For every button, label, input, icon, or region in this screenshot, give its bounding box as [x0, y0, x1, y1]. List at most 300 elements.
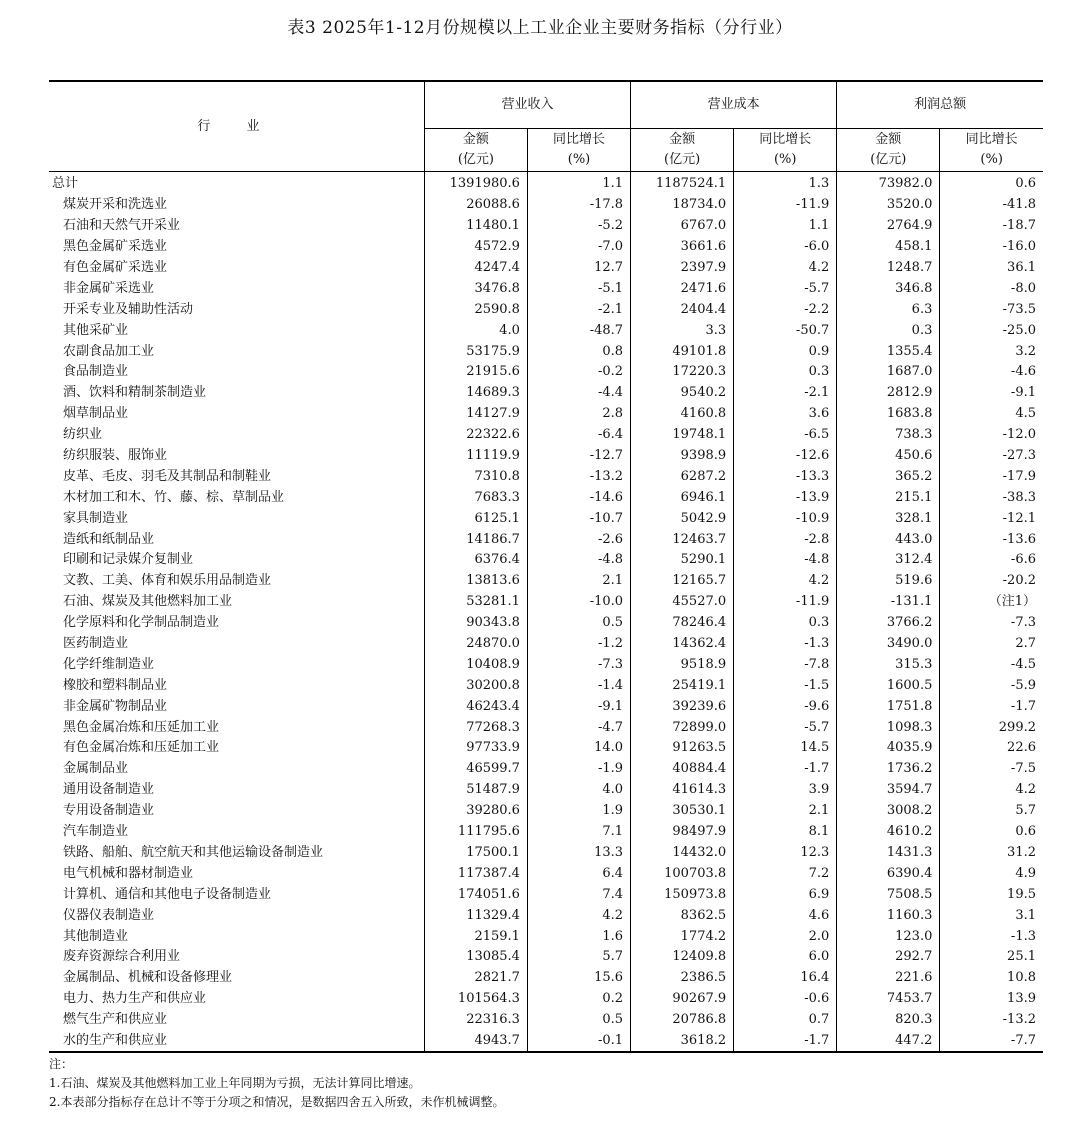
cost-amount-cell: 9540.2 — [631, 383, 734, 404]
revenue-group-header: 营业收入 — [424, 81, 630, 129]
cost-amount-cell: 20786.8 — [631, 1010, 734, 1031]
profit-growth-cell: -16.0 — [940, 237, 1043, 258]
cost-amount-cell: 6287.2 — [631, 466, 734, 487]
cost-growth-cell: 1.1 — [734, 216, 837, 237]
cost-growth-cell: -6.5 — [734, 425, 837, 446]
profit-amount-cell: 1248.7 — [837, 258, 940, 279]
cost-growth-cell: -2.2 — [734, 299, 837, 320]
table-row — [49, 383, 1043, 404]
industry-name-cell: 其他制造业 — [63, 928, 129, 944]
profit-amount-cell: 447.2 — [837, 1031, 940, 1053]
industry-name-cell: 铁路、船舶、航空航天和其他运输设备制造业 — [63, 844, 324, 860]
cost-amount-cell: 41614.3 — [631, 780, 734, 801]
table-row — [49, 571, 1043, 592]
profit-growth-cell: -4.5 — [940, 654, 1043, 675]
cost-growth-cell: 6.9 — [734, 884, 837, 905]
industry-name-cell: 煤炭开采和洗选业 — [63, 197, 168, 213]
cost-growth-cell: -1.5 — [734, 675, 837, 696]
industry-name-cell: 化学原料和化学制品制造业 — [63, 615, 220, 631]
revenue-growth-cell: -5.2 — [527, 216, 630, 237]
revenue-amount-cell: 4943.7 — [424, 1031, 527, 1053]
table-row — [49, 529, 1043, 550]
profit-growth-cell: 0.6 — [940, 172, 1043, 195]
revenue-amount-cell: 51487.9 — [424, 780, 527, 801]
table-row — [49, 592, 1043, 613]
cost-growth-cell: 0.9 — [734, 341, 837, 362]
cost-growth-cell: -4.8 — [734, 550, 837, 571]
cost-amount-cell: 3661.6 — [631, 237, 734, 258]
revenue-amount-cell: 21915.6 — [424, 362, 527, 383]
table-row — [49, 341, 1043, 362]
profit-amount-cell: 443.0 — [837, 529, 940, 550]
industry-name-cell: 家具制造业 — [63, 510, 129, 526]
profit-growth-cell: 4.2 — [940, 780, 1043, 801]
revenue-growth-cell: -12.7 — [527, 446, 630, 467]
cost-amount-cell: 14432.0 — [631, 843, 734, 864]
cost-growth-cell: -1.7 — [734, 759, 837, 780]
profit-growth-cell: 3.2 — [940, 341, 1043, 362]
cost-growth-cell: -5.7 — [734, 278, 837, 299]
table-row — [49, 508, 1043, 529]
cost-growth-cell: -11.9 — [734, 592, 837, 613]
profit-growth-cell: -4.6 — [940, 362, 1043, 383]
industry-name-cell: 橡胶和塑料制品业 — [63, 677, 168, 693]
cost-growth-cell: -7.8 — [734, 654, 837, 675]
profit-growth-cell: 4.5 — [940, 404, 1043, 425]
revenue-amount-cell: 46243.4 — [424, 696, 527, 717]
profit-amount-cell: 292.7 — [837, 947, 940, 968]
revenue-growth-cell: -1.4 — [527, 675, 630, 696]
industry-name-cell: 纺织业 — [63, 427, 103, 443]
profit-amount-cell: 4610.2 — [837, 822, 940, 843]
profit-growth-cell: 13.9 — [940, 989, 1043, 1010]
revenue-growth-cell: 12.7 — [527, 258, 630, 279]
profit-growth-cell: -1.7 — [940, 696, 1043, 717]
cost-growth-cell: 2.1 — [734, 801, 837, 822]
cost-growth-cell: 14.5 — [734, 738, 837, 759]
profit-amount-cell: 3008.2 — [837, 801, 940, 822]
revenue-growth-cell: 2.1 — [527, 571, 630, 592]
cost-amount-cell: 18734.0 — [631, 195, 734, 216]
cost-amount-cell: 4160.8 — [631, 404, 734, 425]
cost-growth-cell: -1.7 — [734, 1031, 837, 1053]
table-row — [49, 550, 1043, 571]
profit-amount-cell: 312.4 — [837, 550, 940, 571]
revenue-growth-cell: 5.7 — [527, 947, 630, 968]
profit-growth-cell: （注1） — [940, 592, 1043, 613]
profit-growth-cell: -6.6 — [940, 550, 1043, 571]
profit-growth-cell: -5.9 — [940, 675, 1043, 696]
revenue-amount-cell: 174051.6 — [424, 884, 527, 905]
profit-amount-cell: 2764.9 — [837, 216, 940, 237]
cost-amount-cell: 98497.9 — [631, 822, 734, 843]
revenue-amount-cell: 11119.9 — [424, 446, 527, 467]
revenue-amount-cell: 11480.1 — [424, 216, 527, 237]
table-row — [49, 801, 1043, 822]
profit-growth-cell: -18.7 — [940, 216, 1043, 237]
profit-growth-cell: -38.3 — [940, 487, 1043, 508]
cost-amount-header: 金额 (亿元) — [631, 129, 734, 172]
cost-amount-cell: 49101.8 — [631, 341, 734, 362]
revenue-amount-cell: 6125.1 — [424, 508, 527, 529]
total-row — [49, 172, 1043, 195]
profit-growth-cell: -8.0 — [940, 278, 1043, 299]
revenue-growth-cell: -48.7 — [527, 320, 630, 341]
table-row — [49, 675, 1043, 696]
table-row — [49, 738, 1043, 759]
revenue-amount-cell: 26088.6 — [424, 195, 527, 216]
profit-growth-cell: -12.0 — [940, 425, 1043, 446]
revenue-amount-cell: 22316.3 — [424, 1010, 527, 1031]
cost-amount-cell: 45527.0 — [631, 592, 734, 613]
revenue-growth-cell: 1.9 — [527, 801, 630, 822]
cost-amount-cell: 2386.5 — [631, 968, 734, 989]
cost-growth-header: 同比增长 (%) — [734, 129, 837, 172]
table-row — [49, 299, 1043, 320]
profit-growth-cell: -41.8 — [940, 195, 1043, 216]
profit-amount-cell: 519.6 — [837, 571, 940, 592]
industry-name-cell: 总计 — [52, 176, 79, 192]
profit-growth-cell: -7.5 — [940, 759, 1043, 780]
revenue-amount-cell: 14186.7 — [424, 529, 527, 550]
table-title: 表3 2025年1-12月份规模以上工业企业主要财务指标（分行业） — [287, 18, 793, 38]
table-row — [49, 613, 1043, 634]
industry-name-cell: 黑色金属矿采选业 — [63, 239, 168, 255]
table-row — [49, 487, 1043, 508]
industry-name-cell: 酒、饮料和精制茶制造业 — [63, 385, 207, 401]
table-row — [49, 446, 1043, 467]
cost-growth-cell: 0.3 — [734, 362, 837, 383]
profit-amount-cell: 0.3 — [837, 320, 940, 341]
table-row — [49, 1010, 1043, 1031]
profit-amount-cell: 3766.2 — [837, 613, 940, 634]
revenue-amount-cell: 22322.6 — [424, 425, 527, 446]
revenue-amount-cell: 97733.9 — [424, 738, 527, 759]
table-row — [49, 696, 1043, 717]
table-row — [49, 863, 1043, 884]
revenue-growth-cell: -1.2 — [527, 634, 630, 655]
revenue-growth-cell: -5.1 — [527, 278, 630, 299]
profit-growth-cell: 0.6 — [940, 822, 1043, 843]
revenue-amount-cell: 90343.8 — [424, 613, 527, 634]
table-row — [49, 320, 1043, 341]
profit-amount-cell: 365.2 — [837, 466, 940, 487]
revenue-growth-cell: 6.4 — [527, 863, 630, 884]
revenue-growth-cell: 0.5 — [527, 613, 630, 634]
cost-amount-cell: 9518.9 — [631, 654, 734, 675]
profit-amount-cell: 1751.8 — [837, 696, 940, 717]
industry-name-cell: 造纸和纸制品业 — [63, 531, 155, 547]
profit-amount-cell: 2812.9 — [837, 383, 940, 404]
cost-growth-cell: 0.3 — [734, 613, 837, 634]
revenue-amount-cell: 53281.1 — [424, 592, 527, 613]
table-row — [49, 278, 1043, 299]
table-row — [49, 989, 1043, 1010]
industry-name-cell: 文教、工美、体育和娱乐用品制造业 — [63, 573, 272, 589]
cost-growth-cell: -50.7 — [734, 320, 837, 341]
table-row — [49, 237, 1043, 258]
table-row — [49, 968, 1043, 989]
revenue-amount-cell: 77268.3 — [424, 717, 527, 738]
cost-amount-cell: 5042.9 — [631, 508, 734, 529]
cost-growth-cell: 16.4 — [734, 968, 837, 989]
cost-amount-cell: 3.3 — [631, 320, 734, 341]
revenue-growth-cell: -2.1 — [527, 299, 630, 320]
revenue-growth-cell: -10.7 — [527, 508, 630, 529]
revenue-growth-cell: 1.1 — [527, 172, 630, 195]
revenue-amount-cell: 6376.4 — [424, 550, 527, 571]
profit-amount-header: 金额 (亿元) — [837, 129, 940, 172]
revenue-growth-cell: 13.3 — [527, 843, 630, 864]
table-row — [49, 926, 1043, 947]
industry-name-cell: 烟草制品业 — [63, 406, 129, 422]
industry-name-cell: 电气机械和器材制造业 — [63, 865, 194, 881]
cost-amount-cell: 2397.9 — [631, 258, 734, 279]
cost-growth-cell: 1.3 — [734, 172, 837, 195]
profit-amount-cell: 346.8 — [837, 278, 940, 299]
cost-growth-cell: -13.9 — [734, 487, 837, 508]
table-row — [49, 759, 1043, 780]
profit-amount-cell: 820.3 — [837, 1010, 940, 1031]
industry-name-cell: 非金属矿采选业 — [63, 280, 155, 296]
cost-amount-cell: 100703.8 — [631, 863, 734, 884]
revenue-growth-cell: 0.8 — [527, 341, 630, 362]
profit-amount-cell: 315.3 — [837, 654, 940, 675]
cost-amount-cell: 150973.8 — [631, 884, 734, 905]
industry-name-cell: 水的生产和供应业 — [49, 1031, 424, 1053]
footnote-heading: 注： — [49, 1057, 74, 1071]
cost-amount-cell: 9398.9 — [631, 446, 734, 467]
cost-amount-cell: 1187524.1 — [631, 172, 734, 195]
cost-amount-cell: 12463.7 — [631, 529, 734, 550]
profit-amount-cell: 450.6 — [837, 446, 940, 467]
cost-growth-cell: -5.7 — [734, 717, 837, 738]
profit-growth-cell: -12.1 — [940, 508, 1043, 529]
cost-growth-cell: 3.9 — [734, 780, 837, 801]
table-row — [49, 884, 1043, 905]
revenue-amount-cell: 4572.9 — [424, 237, 527, 258]
profit-amount-cell: 458.1 — [837, 237, 940, 258]
industry-name-cell: 汽车制造业 — [63, 824, 129, 840]
revenue-growth-cell: -4.4 — [527, 383, 630, 404]
table-row — [49, 634, 1043, 655]
profit-amount-cell: 1683.8 — [837, 404, 940, 425]
revenue-growth-cell: -1.9 — [527, 759, 630, 780]
profit-amount-cell: 1736.2 — [837, 759, 940, 780]
table-row — [49, 822, 1043, 843]
profit-growth-cell: -25.0 — [940, 320, 1043, 341]
profit-growth-cell: 19.5 — [940, 884, 1043, 905]
cost-amount-cell: 17220.3 — [631, 362, 734, 383]
table-row — [49, 947, 1043, 968]
table-row — [49, 905, 1043, 926]
profit-growth-cell: -20.2 — [940, 571, 1043, 592]
cost-amount-cell: 25419.1 — [631, 675, 734, 696]
cost-amount-cell: 14362.4 — [631, 634, 734, 655]
profit-growth-cell: 2.7 — [940, 634, 1043, 655]
revenue-growth-cell: -17.8 — [527, 195, 630, 216]
cost-amount-cell: 1774.2 — [631, 926, 734, 947]
table-row — [49, 362, 1043, 383]
cost-growth-cell: 12.3 — [734, 843, 837, 864]
revenue-amount-cell: 3476.8 — [424, 278, 527, 299]
revenue-amount-cell: 14689.3 — [424, 383, 527, 404]
profit-amount-cell: 6.3 — [837, 299, 940, 320]
cost-growth-cell: -1.3 — [734, 634, 837, 655]
cost-amount-cell: 2404.4 — [631, 299, 734, 320]
revenue-growth-cell: -4.7 — [527, 717, 630, 738]
revenue-amount-cell: 4.0 — [424, 320, 527, 341]
cost-growth-cell: -9.6 — [734, 696, 837, 717]
cost-amount-cell: 91263.5 — [631, 738, 734, 759]
industry-name-cell: 医药制造业 — [63, 636, 129, 652]
profit-growth-cell: -17.9 — [940, 466, 1043, 487]
profit-amount-cell: 1431.3 — [837, 843, 940, 864]
revenue-growth-cell: 0.5 — [527, 1010, 630, 1031]
industry-name-cell: 非金属矿物制品业 — [63, 698, 168, 714]
profit-growth-cell: -9.1 — [940, 383, 1043, 404]
cost-amount-cell: 90267.9 — [631, 989, 734, 1010]
cost-growth-cell: 2.0 — [734, 926, 837, 947]
industry-name-cell: 通用设备制造业 — [63, 782, 155, 798]
revenue-growth-header: 同比增长 (%) — [527, 129, 630, 172]
revenue-amount-cell: 111795.6 — [424, 822, 527, 843]
revenue-growth-cell: -2.6 — [527, 529, 630, 550]
revenue-amount-cell: 30200.8 — [424, 675, 527, 696]
revenue-amount-cell: 117387.4 — [424, 863, 527, 884]
revenue-growth-cell: -0.2 — [527, 362, 630, 383]
revenue-growth-cell: -6.4 — [527, 425, 630, 446]
cost-amount-cell: 72899.0 — [631, 717, 734, 738]
revenue-growth-cell: -10.0 — [527, 592, 630, 613]
revenue-amount-cell: 11329.4 — [424, 905, 527, 926]
industry-name-cell: 黑色金属冶炼和压延加工业 — [63, 719, 220, 735]
profit-growth-cell: 4.9 — [940, 863, 1043, 884]
revenue-growth-cell: -4.8 — [527, 550, 630, 571]
revenue-growth-cell: -9.1 — [527, 696, 630, 717]
table-row — [49, 1031, 1043, 1053]
cost-growth-cell: -6.0 — [734, 237, 837, 258]
table-header — [49, 81, 1043, 172]
profit-growth-header: 同比增长 (%) — [940, 129, 1043, 172]
revenue-growth-cell: -14.6 — [527, 487, 630, 508]
profit-growth-cell: -27.3 — [940, 446, 1043, 467]
revenue-growth-cell: -7.0 — [527, 237, 630, 258]
profit-amount-cell: 215.1 — [837, 487, 940, 508]
profit-amount-cell: 7508.5 — [837, 884, 940, 905]
profit-growth-cell: 299.2 — [940, 717, 1043, 738]
profit-growth-cell: 25.1 — [940, 947, 1043, 968]
industry-name-cell: 其他采矿业 — [63, 322, 129, 338]
industry-name-cell: 计算机、通信和其他电子设备制造业 — [63, 886, 272, 902]
cost-group-header: 营业成本 — [631, 81, 837, 129]
profit-amount-cell: 1160.3 — [837, 905, 940, 926]
profit-group-header: 利润总额 — [837, 81, 1043, 129]
revenue-amount-cell: 13813.6 — [424, 571, 527, 592]
cost-growth-cell: 4.6 — [734, 905, 837, 926]
industry-name-cell: 金属制品、机械和设备修理业 — [63, 970, 233, 986]
revenue-growth-cell: -13.2 — [527, 466, 630, 487]
revenue-growth-cell: 0.2 — [527, 989, 630, 1010]
cost-amount-cell: 3618.2 — [631, 1031, 734, 1053]
industry-name-cell: 印刷和记录媒介复制业 — [63, 552, 194, 568]
revenue-growth-cell: -0.1 — [527, 1031, 630, 1053]
financial-indicators-table — [49, 80, 1043, 1053]
profit-amount-cell: 73982.0 — [837, 172, 940, 195]
cost-amount-cell: 19748.1 — [631, 425, 734, 446]
profit-growth-cell: 22.6 — [940, 738, 1043, 759]
revenue-amount-cell: 14127.9 — [424, 404, 527, 425]
industry-name-cell: 电力、热力生产和供应业 — [63, 991, 207, 1007]
revenue-growth-cell: 7.1 — [527, 822, 630, 843]
revenue-growth-cell: 4.2 — [527, 905, 630, 926]
revenue-growth-cell: 15.6 — [527, 968, 630, 989]
profit-amount-cell: 6390.4 — [837, 863, 940, 884]
cost-amount-cell: 2471.6 — [631, 278, 734, 299]
profit-amount-cell: 1687.0 — [837, 362, 940, 383]
cost-growth-cell: -2.1 — [734, 383, 837, 404]
footnote-2: 2.本表部分指标存在总计不等于分项之和情况，是数据四舍五入所致，未作机械调整。 — [49, 1095, 505, 1109]
revenue-growth-cell: -7.3 — [527, 654, 630, 675]
cost-amount-cell: 5290.1 — [631, 550, 734, 571]
profit-amount-cell: -131.1 — [837, 592, 940, 613]
cost-amount-cell: 30530.1 — [631, 801, 734, 822]
table-row — [49, 258, 1043, 279]
profit-amount-cell: 3594.7 — [837, 780, 940, 801]
profit-growth-cell: -7.3 — [940, 613, 1043, 634]
revenue-growth-cell: 14.0 — [527, 738, 630, 759]
cost-amount-cell: 6767.0 — [631, 216, 734, 237]
cost-growth-cell: -12.6 — [734, 446, 837, 467]
cost-amount-cell: 78246.4 — [631, 613, 734, 634]
profit-amount-cell: 4035.9 — [837, 738, 940, 759]
table-row — [49, 780, 1043, 801]
revenue-amount-cell: 39280.6 — [424, 801, 527, 822]
table-row — [49, 195, 1043, 216]
table-row — [49, 717, 1043, 738]
revenue-amount-cell: 7683.3 — [424, 487, 527, 508]
industry-name-cell: 食品制造业 — [63, 364, 129, 380]
revenue-amount-cell: 101564.3 — [424, 989, 527, 1010]
cost-growth-cell: 6.0 — [734, 947, 837, 968]
profit-growth-cell: -1.3 — [940, 926, 1043, 947]
cost-growth-cell: 8.1 — [734, 822, 837, 843]
table-row — [49, 404, 1043, 425]
table-row — [49, 843, 1043, 864]
revenue-amount-cell: 2159.1 — [424, 926, 527, 947]
profit-amount-cell: 221.6 — [837, 968, 940, 989]
profit-growth-cell: -13.6 — [940, 529, 1043, 550]
cost-growth-cell: -13.3 — [734, 466, 837, 487]
cost-amount-cell: 12165.7 — [631, 571, 734, 592]
industry-name-cell: 废弃资源综合利用业 — [63, 949, 181, 965]
profit-growth-cell: 10.8 — [940, 968, 1043, 989]
industry-name-cell: 金属制品业 — [63, 761, 129, 777]
industry-name-cell: 木材加工和木、竹、藤、棕、草制品业 — [63, 489, 285, 505]
cost-growth-cell: 3.6 — [734, 404, 837, 425]
revenue-growth-cell: 1.6 — [527, 926, 630, 947]
revenue-growth-cell: 2.8 — [527, 404, 630, 425]
revenue-amount-cell: 53175.9 — [424, 341, 527, 362]
cost-growth-cell: -10.9 — [734, 508, 837, 529]
profit-growth-cell: 36.1 — [940, 258, 1043, 279]
revenue-growth-cell: 4.0 — [527, 780, 630, 801]
profit-amount-cell: 3520.0 — [837, 195, 940, 216]
profit-amount-cell: 1098.3 — [837, 717, 940, 738]
revenue-amount-cell: 13085.4 — [424, 947, 527, 968]
revenue-amount-header: 金额 (亿元) — [424, 129, 527, 172]
industry-name-cell: 石油和天然气开采业 — [63, 218, 181, 234]
